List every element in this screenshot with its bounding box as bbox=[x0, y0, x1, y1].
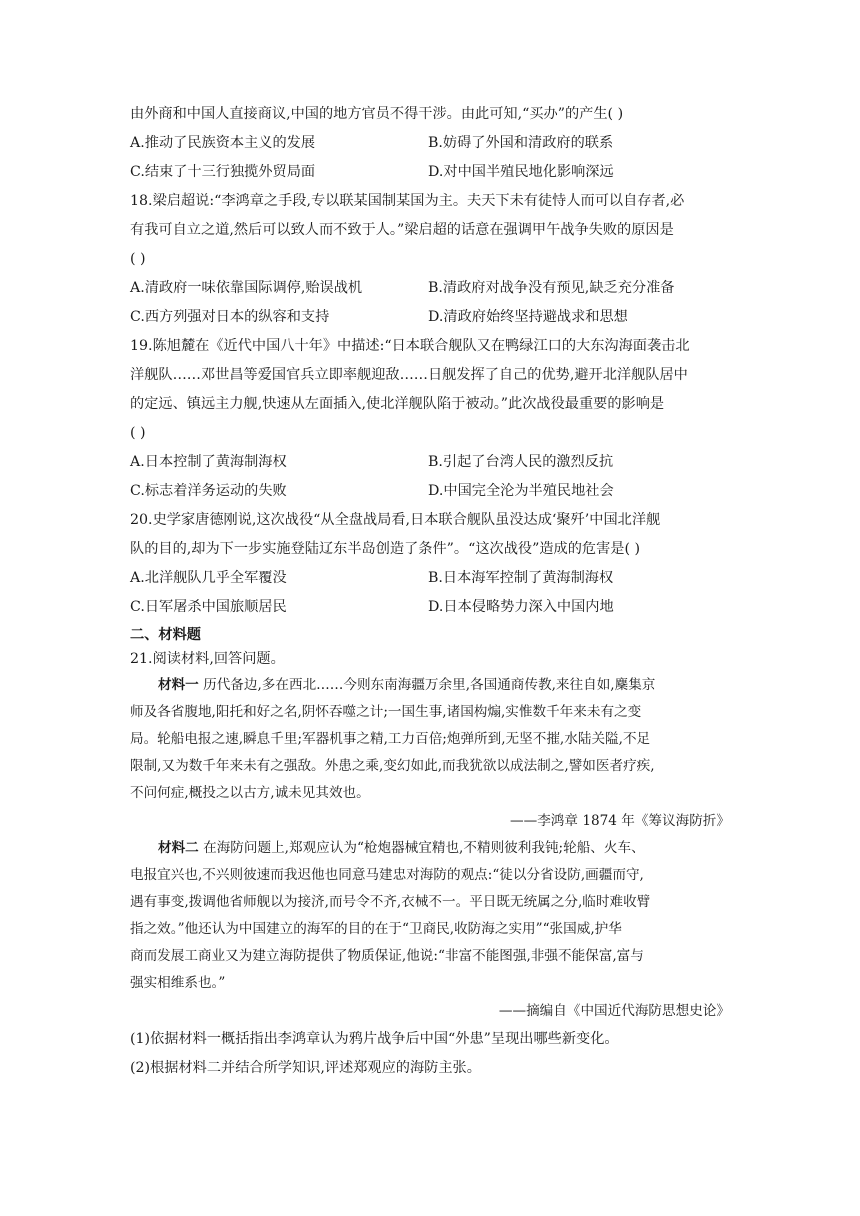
q18-option-c: C.西方列强对日本的纵容和支持 bbox=[130, 309, 330, 325]
material-one-line: 材料一 历代备边,多在西北……今则东南海疆万余里,各国通商传教,来往自如,麇集京 bbox=[158, 677, 656, 693]
q19-options-row-1 bbox=[130, 448, 730, 477]
material-one-source: ——李鸿章 1874 年《筹议海防折》 bbox=[510, 813, 730, 829]
q18-option-d: D.清政府始终坚持避战求和思想 bbox=[428, 309, 628, 325]
material-one-line: 不问何症,概投之以古方,诚未见其效也。 bbox=[130, 785, 370, 801]
q19-stem-line: ( ) bbox=[130, 425, 146, 441]
q20-options-row-1 bbox=[130, 564, 730, 593]
q18-option-a: A.清政府一味依靠国际调停,贻误战机 bbox=[130, 280, 363, 296]
q17-options-row-1 bbox=[130, 129, 730, 158]
q20-option-a: A.北洋舰队几乎全军覆没 bbox=[130, 570, 287, 586]
q19-option-b: B.引起了台湾人民的激烈反抗 bbox=[428, 454, 614, 470]
material-one-line: 限制,又为数千年来未有之强敌。外患之乘,变幻如此,而我犹欲以成法制之,譬如医者疗疾, bbox=[130, 758, 655, 774]
material-two-line: 商而发展工商业又为建立海防提供了物质保证,他说:“非富不能图强,非强不能保富,富与 bbox=[130, 948, 644, 964]
material-two-label: 材料二 bbox=[158, 840, 199, 856]
q18-stem-line: ( ) bbox=[130, 251, 146, 267]
q19-option-d: D.中国完全沦为半殖民地社会 bbox=[428, 483, 614, 499]
q19-stem-line: 的定远、镇远主力舰,快速从左面插入,使北洋舰队陷于被动。”此次战役最重要的影响是 bbox=[130, 396, 665, 412]
exam-page bbox=[130, 100, 730, 1083]
material-two-line: 强实相维系也。” bbox=[130, 975, 226, 991]
q17-option-a: A.推动了民族资本主义的发展 bbox=[130, 135, 316, 151]
q19-option-a: A.日本控制了黄海制海权 bbox=[130, 454, 287, 470]
material-two-line: 电报宜兴也,不兴则彼速而我迟他也同意马建忠对海防的观点:“徒以分省设防,画疆而守, bbox=[130, 867, 644, 883]
material-one bbox=[130, 672, 730, 835]
material-two-line: 材料二 在海防问题上,郑观应认为“枪炮器械宜精也,不精则彼利我钝;轮船、火车、 bbox=[158, 840, 645, 856]
q18-options-row-1 bbox=[130, 274, 730, 303]
material-two-source: ——摘编自《中国近代海防思想史论》 bbox=[498, 1003, 730, 1019]
q20-option-d: D.日本侵略势力深入中国内地 bbox=[428, 599, 614, 615]
material-two bbox=[130, 835, 730, 1025]
q17-option-b: B.妨碍了外国和清政府的联系 bbox=[428, 135, 614, 151]
q20-option-b: B.日本海军控制了黄海制海权 bbox=[428, 570, 614, 586]
q19-stem-line: 19.陈旭麓在《近代中国八十年》中描述:“日本联合舰队又在鸭绿江口的大东沟海面袭击北 bbox=[130, 338, 690, 354]
q20-stem-line: 20.史学家唐德刚说,这次战役“从全盘战局看,日本联合舰队虽没达成‘聚歼’中国北洋舰 bbox=[130, 512, 661, 528]
q19-options-row-2 bbox=[130, 477, 730, 506]
material-two-line: 指之效。”他还认为中国建立的海军的目的在于“卫商民,收防海之实用”“张国威,护华 bbox=[130, 921, 622, 937]
q17-options-row-2 bbox=[130, 158, 730, 187]
sub-question-2: (2)根据材料二并结合所学知识,评述郑观应的海防主张。 bbox=[130, 1060, 481, 1076]
q18-stem-line: 18.梁启超说:“李鸿章之手段,专以联某国制某国为主。夫天下未有徒恃人而可以自存者,必 bbox=[130, 193, 685, 209]
q20-stem-line: 队的目的,却为下一步实施登陆辽东半岛创造了条件”。“这次战役”造成的危害是( ) bbox=[130, 541, 641, 557]
q17-option-c: C.结束了十三行独揽外贸局面 bbox=[130, 164, 316, 180]
q17-stem-tail: 由外商和中国人直接商议,中国的地方官员不得干涉。由此可知,“买办”的产生( ) bbox=[130, 106, 624, 122]
sub-question-1: (1)依据材料一概括指出李鸿章认为鸦片战争后中国“外患”呈现出哪些新变化。 bbox=[130, 1031, 619, 1047]
q17-option-d: D.对中国半殖民地化影响深远 bbox=[428, 164, 614, 180]
q18-options-row-2 bbox=[130, 303, 730, 332]
q18-stem-line: 有我可自立之道,然后可以致人而不致于人。”梁启超的话意在强调甲午战争失败的原因是 bbox=[130, 222, 674, 238]
q19-option-c: C.标志着洋务运动的失败 bbox=[130, 483, 287, 499]
material-one-line: 师及各省腹地,阳托和好之名,阴怀吞噬之计;一国生事,诸国构煽,实惟数千年来未有之变 bbox=[130, 704, 642, 720]
section-title: 二、材料题 bbox=[130, 627, 201, 643]
q18-option-b: B.清政府对战争没有预见,缺乏充分准备 bbox=[428, 280, 675, 296]
q20-options-row-2 bbox=[130, 593, 730, 622]
material-one-label: 材料一 bbox=[158, 677, 199, 693]
q20-option-c: C.日军屠杀中国旅顺居民 bbox=[130, 599, 287, 615]
material-two-line: 遇有事变,拨调他省师舰以为接济,而号令不齐,衣械不一。平日既无统属之分,临时难收臂 bbox=[130, 894, 651, 910]
material-one-line: 局。轮船电报之速,瞬息千里;军器机事之精,工力百倍;炮弹所到,无坚不摧,水陆关隘,不足 bbox=[130, 731, 651, 747]
q19-stem-line: 洋舰队……邓世昌等爱国官兵立即率舰迎敌……日舰发挥了自己的优势,避开北洋舰队居中 bbox=[130, 367, 688, 383]
q21-intro: 21.阅读材料,回答问题。 bbox=[130, 651, 285, 667]
